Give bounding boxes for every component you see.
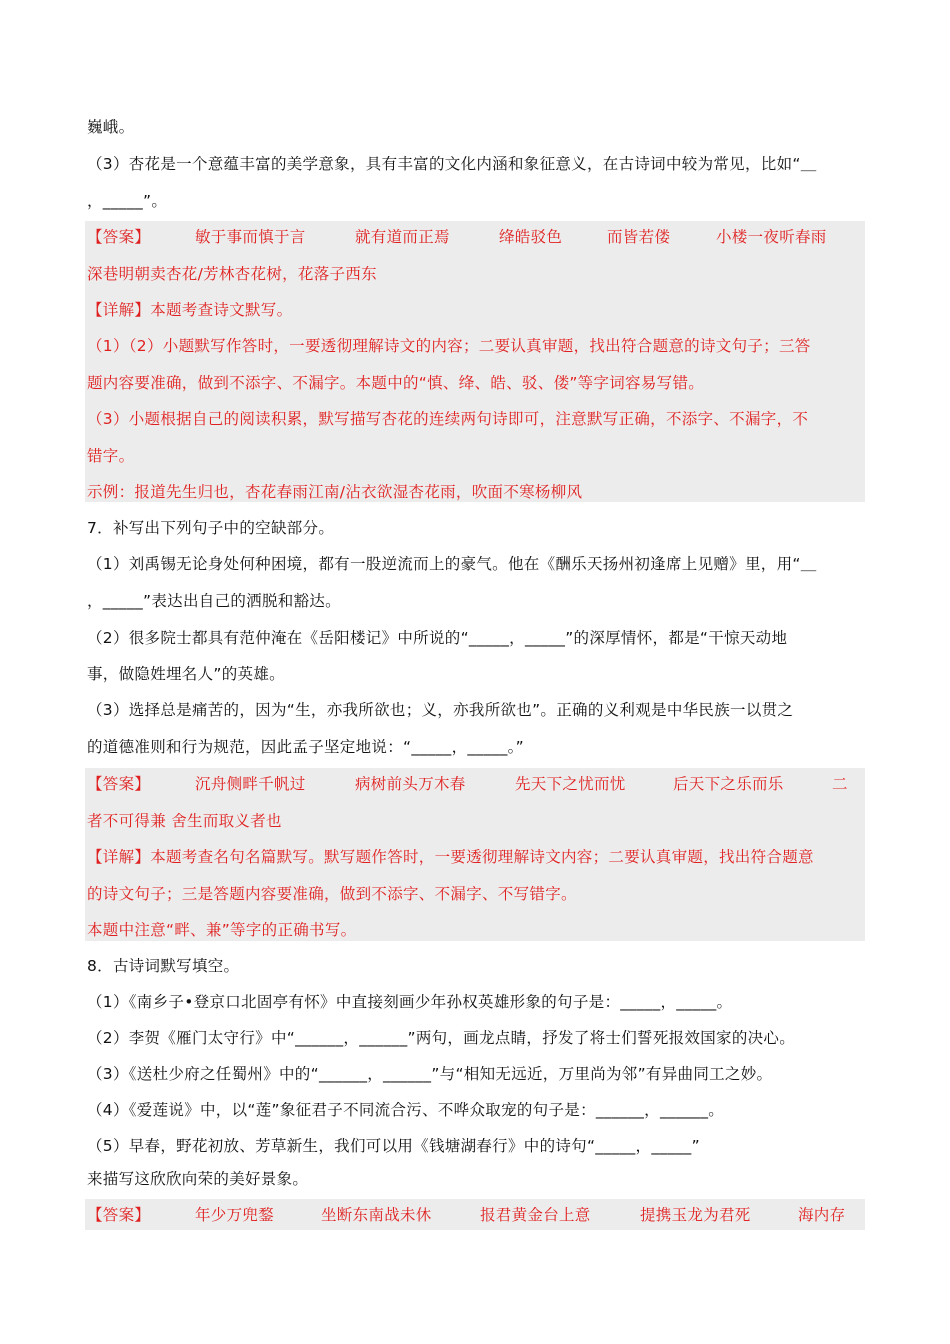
question-7-title: 7．补写出下列句子中的空缺部分。 [87,519,335,537]
text-line: 巍峨。 [87,118,135,136]
answer-label: 【答案】 [87,1206,151,1224]
question-7-1-continued: ，_____”表达出自己的洒脱和豁达。 [87,592,341,610]
answer-item: 年少万兜鍪 [195,1206,275,1224]
explanation-text: 错字。 [87,447,135,465]
answer-item: 绛皓驳色 [499,228,563,246]
answer-item: 小楼一夜听春雨 [716,228,827,246]
answer-label: 【答案】 [87,775,151,793]
answer-item: 就有道而正焉 [355,228,450,246]
question-7-3: （3）选择总是痛苦的，因为“生，亦我所欲也；义，亦我所欲也”。正确的义利观是中华民族一以贯之 [87,701,794,719]
question-7-2: （2）很多院士都具有范仲淹在《岳阳楼记》中所说的“_____，_____”的深厚情怀，都是“干惊天动地 [87,629,788,647]
answer-line-7 [87,772,863,796]
question-8-5: （5）早春，野花初放、芳草新生，我们可以用《钱塘湖春行》中的诗句“_____，_____” [87,1137,700,1155]
answer-label: 【答案】 [87,228,151,246]
answer-item: 提携玉龙为君死 [640,1206,751,1224]
answer-item: 沉舟侧畔千帆过 [195,775,306,793]
answer-line-7-continued: 者不可得兼 舍生而取义者也 [87,812,282,830]
question-8-2: （2）李贺《雁门太守行》中“______，______”两句，画龙点睛，抒发了将士们誓死报效国家的决心。 [87,1029,796,1047]
question-8-5-continued: 来描写这欣欣向荣的美好景象。 [87,1170,309,1188]
answer-item: 二 [832,775,848,793]
answer-item: 敏于事而慎于言 [195,228,306,246]
answer-line-8 [87,1203,863,1227]
answer-item: 坐断东南战未休 [321,1206,432,1224]
question-7-3-continued: 的道德准则和行为规范，因此孟子坚定地说：“_____，_____。” [87,738,525,756]
question-8-3: （3）《送杜少府之任蜀州》中的“______，______”与“相知无远近，万里尚为邻”有异曲同工之妙。 [87,1065,773,1083]
question-8-title: 8．古诗词默写填空。 [87,957,240,975]
explanation-text: （1）（2）小题默写作答时，一要透彻理解诗文的内容；二要认真审题，找出符合题意的诗文句子；三答 [87,337,811,355]
explanation-heading: 【详解】本题考查诗文默写。 [87,301,293,319]
question-8-4: （4）《爱莲说》中，以“莲”象征君子不同流合污、不哗众取宠的句子是：______，______。 [87,1101,725,1119]
answer-line-6-continued: 深巷明朝卖杏花/芳林杏花树，花落子西东 [87,265,377,283]
explanation-example: 示例：报道先生归也，杏花春雨江南/沾衣欲湿杏花雨，吹面不寒杨柳风 [87,483,583,501]
answer-line-6 [87,225,863,249]
explanation-text: 题内容要准确，做到不添字、不漏字。本题中的“慎、绛、皓、驳、偻”等字词容易写错。 [87,374,705,392]
explanation-text: 本题中注意“畔、兼”等字的正确书写。 [87,921,357,939]
explanation-text: 【详解】本题考查名句名篇默写。默写题作答时，一要透彻理解诗文内容；二要认真审题，找出符合题意 [87,848,814,866]
question-8-1: （1）《南乡子•登京口北固亭有怀》中直接刻画少年孙权英雄形象的句子是：_____，_____。 [87,993,733,1011]
answer-item: 病树前头万木春 [355,775,466,793]
explanation-text: 的诗文句子；三是答题内容要准确，做到不添字、不漏字、不写错字。 [87,885,577,903]
answer-item: 报君黄金台上意 [480,1206,591,1224]
question-6-3: （3）杏花是一个意蕴丰富的美学意象，具有丰富的文化内涵和象征意义，在古诗词中较为常见，比如“＿ [87,155,817,173]
explanation-text: （3）小题根据自己的阅读积累，默写描写杏花的连续两句诗即可，注意默写正确，不添字、不漏字，不 [87,410,809,428]
question-7-1: （1）刘禹锡无论身处何种困境，都有一股逆流而上的豪气。他在《酬乐天扬州初逢席上见赠》里，用“＿ [87,555,817,573]
answer-item: 而皆若偻 [607,228,671,246]
answer-item: 后天下之乐而乐 [673,775,784,793]
question-6-3-continued: ，_____”。 [87,192,168,210]
answer-item: 海内存 [798,1206,846,1224]
question-7-2-continued: 事，做隐姓埋名人”的英雄。 [87,665,285,683]
answer-item: 先天下之忧而忧 [515,775,626,793]
